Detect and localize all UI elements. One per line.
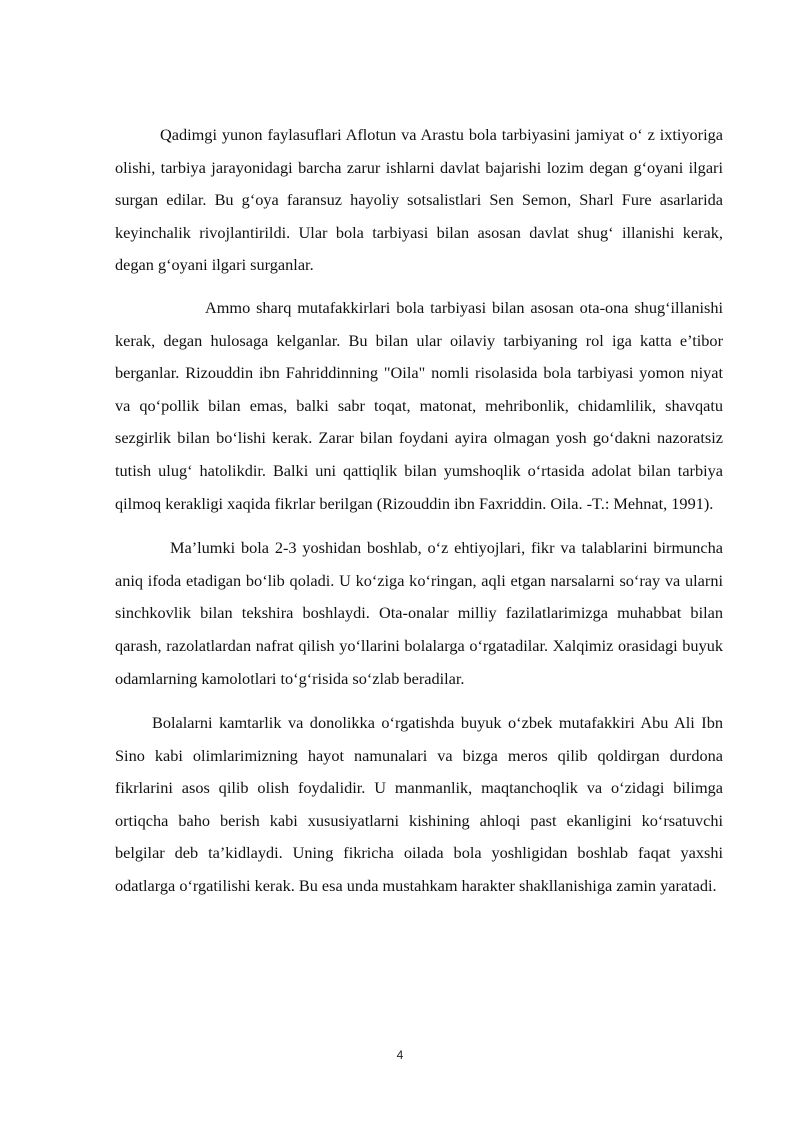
paragraph-3: Ma’lumki bola 2-3 yoshidan boshlab, o‘z ehtiyojlari, fikr va talablarini birmuncha aniq ifoda etadigan bo‘lib qoladi. U ko‘ziga ko‘ringan, aqli etgan narsalarni so‘ray va ularni sinchkovlik bilan tekshira boshlaydi. Ota-onalar milliy fazilatlarimizga muhabbat bilan qarash, razolatlardan nafrat qilish yo‘llarini bolalarga o‘rgatadilar. Xalqimiz orasidagi buyuk odamlarning kamolotlari to‘g‘risida so‘zlab beradilar. [115, 538, 723, 688]
paragraph-4: Bolalarni kamtarlik va donolikka o‘rgatishda buyuk o‘zbek mutafakkiri Abu Ali Ibn Sino kabi olimlarimizning hayot namunalari va bizga meros qilib qoldirgan durdona fikrlarini asos qilib olish foydalidir. U manmanlik, maqtanchoqlik va o‘zidagi bilimga ortiqcha baho berish kabi xususiyatlarni kishining ahloqi past ekanligini ko‘rsatuvchi belgilar deb ta’kidlaydi. Uning fikricha oilada bola yoshligidan boshlab faqat yaxshi odatlarga o‘rgatilishi kerak. Bu esa unda mustahkam harakter shakllanishiga zamin yaratadi. [115, 713, 723, 896]
paragraph-1: Qadimgi yunon faylasuflari Aflotun va Arastu bola tarbiyasini jamiyat o‘ z ixtiyoriga olishi, tarbiya jarayonidagi barcha zarur ishlarni davlat bajarishi lozim degan g‘oyani ilgari surgan edilar. Bu g‘oya faransuz hayoliy sotsalistlari Sen Semon, Sharl Fure asarlarida keyinchalik rivojlantirildi. Ular bola tarbiyasi bilan asosan davlat shug‘ illanishi kerak, degan g‘oyani ilgari surganlar. [115, 125, 723, 275]
paragraph-2: Ammo sharq mutafakkirlari bola tarbiyasi bilan asosan ota-ona shug‘illanishi kerak, degan hulosaga kelganlar. Bu bilan ular oilaviy tarbiyaning rol iga katta e’tibor berganlar. Rizouddin ibn Fahriddinning "Oila" nomli risolasida bola tarbiyasi yomon niyat va qo‘pollik bilan emas, balki sabr toqat, matonat, mehribonlik, chidamlilik, shavqatu sezgirlik bilan bo‘lishi kerak. Zarar bilan foydani ayira olmagan yosh go‘dakni nazoratsiz tutish ulug‘ hatolikdir. Balki uni qattiqlik bilan yumshoqlik o‘rtasida adolat bilan tarbiya qilmoq kerakligi xaqida fikrlar berilgan (Rizouddin ibn Faxriddin. Oila. -T.: Mehnat, 1991). [115, 297, 723, 513]
document-body [115, 119, 723, 903]
page-number: 4 [396, 1048, 404, 1062]
